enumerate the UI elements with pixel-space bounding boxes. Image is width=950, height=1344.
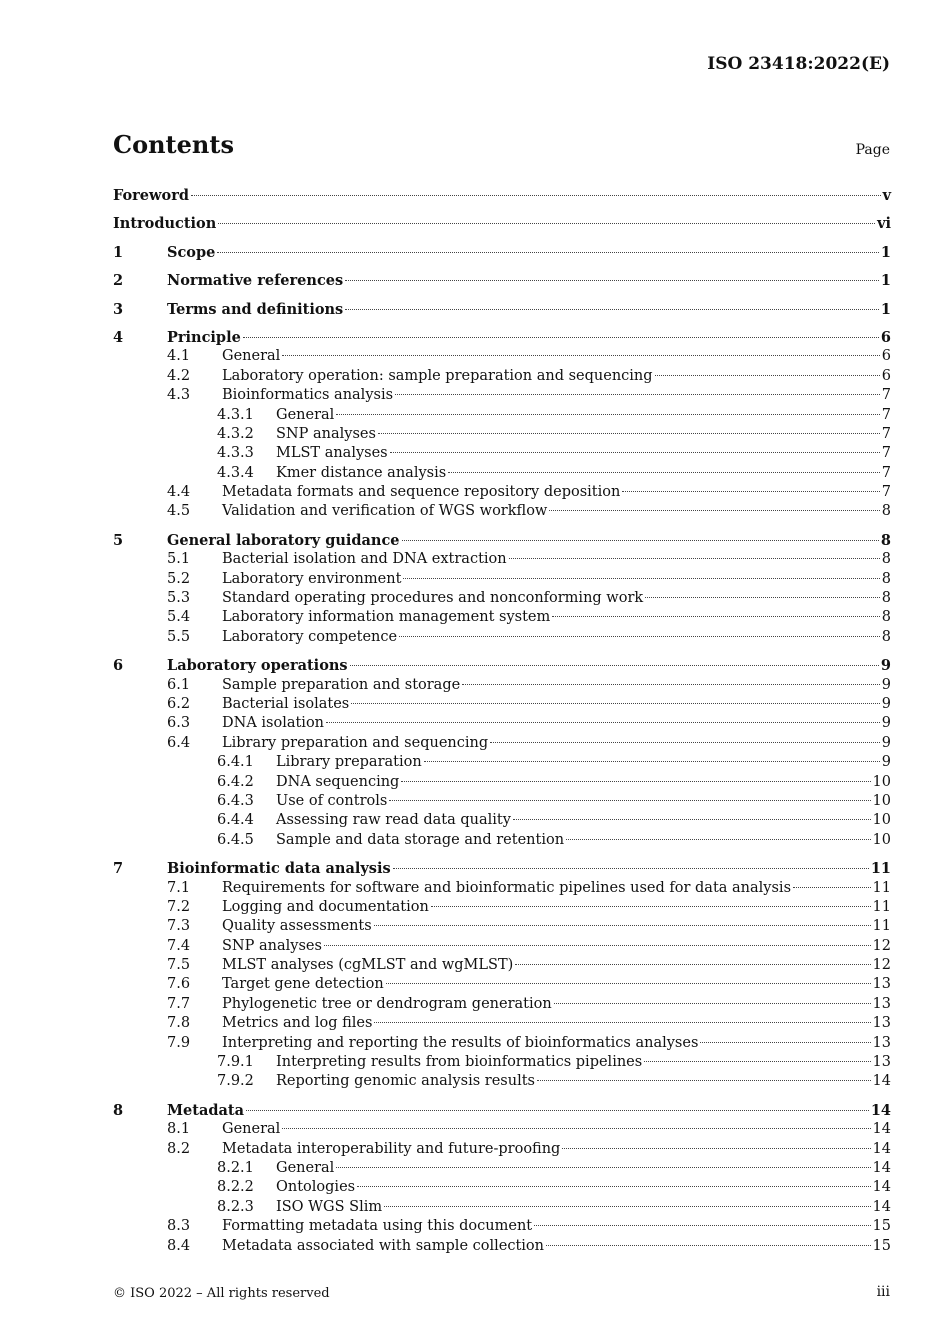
toc-entry-title: Formatting metadata using this document <box>222 1218 533 1235</box>
toc-entry-page: 8 <box>881 609 891 626</box>
toc-leader-dots <box>386 983 871 984</box>
toc-entry-title: General <box>276 406 335 423</box>
toc-entry-title: General <box>222 348 281 365</box>
toc-entry-number: 7.5 <box>167 957 191 974</box>
toc-entry[interactable] <box>113 406 891 425</box>
toc-entry[interactable] <box>113 502 891 521</box>
toc-entry-title: Introduction <box>113 215 217 233</box>
toc-entry-number: 1 <box>113 243 124 261</box>
toc-entry-page: 1 <box>880 272 891 290</box>
toc-entry-number: 6 <box>113 657 124 675</box>
toc-entry-title: Bacterial isolates <box>222 695 350 712</box>
toc-entry-number: 4.3.3 <box>217 445 254 462</box>
toc-entry-page: 13 <box>872 1054 891 1071</box>
toc-entry[interactable] <box>113 676 891 695</box>
toc-entry-page: 9 <box>881 754 891 771</box>
toc-entry-number: 7.4 <box>167 937 191 954</box>
toc-entry-title: Normative references <box>167 272 344 290</box>
toc-entry-number: 4.3.1 <box>217 406 254 423</box>
toc-entry-page: 8 <box>880 531 891 549</box>
toc-entry-title: ISO WGS Slim <box>276 1198 383 1215</box>
toc-entry-title: Metadata <box>167 1101 244 1119</box>
toc-entry[interactable] <box>113 859 891 878</box>
toc-leader-dots <box>243 337 879 338</box>
toc-entry[interactable] <box>113 483 891 502</box>
toc-leader-dots <box>644 1061 870 1062</box>
toc-leader-dots <box>218 223 875 224</box>
toc-entry[interactable] <box>113 186 891 205</box>
toc-entry-number: 6.3 <box>167 715 191 732</box>
toc-entry-page: 9 <box>880 657 891 675</box>
toc-entry-number: 8.1 <box>167 1121 191 1138</box>
toc-entry[interactable] <box>113 425 891 444</box>
toc-entry-page: 11 <box>872 918 891 935</box>
toc-leader-dots <box>395 394 880 395</box>
toc-entry[interactable] <box>113 734 891 753</box>
toc-entry[interactable] <box>113 773 891 792</box>
toc-entry-number: 4 <box>113 328 124 346</box>
toc-entry-title: Sample and data storage and retention <box>276 831 565 848</box>
toc-entry-page: 11 <box>872 879 891 896</box>
toc-entry-title: Standard operating procedures and nonconforming work <box>222 590 644 607</box>
toc-entry-number: 7 <box>113 860 124 878</box>
toc-entry-page: 1 <box>880 243 891 261</box>
toc-leader-dots <box>282 1128 870 1129</box>
toc-leader-dots <box>431 906 871 907</box>
toc-entry[interactable] <box>113 917 891 936</box>
toc-entry-title: Requirements for software and bioinformatic pipelines used for data analysis <box>222 879 792 896</box>
toc-entry-page: 11 <box>872 898 891 915</box>
toc-entry-number: 7.3 <box>167 918 191 935</box>
toc-entry-page: 14 <box>872 1140 891 1157</box>
toc-entry-page: 14 <box>872 1159 891 1176</box>
document-id: ISO 23418:2022(E) <box>707 54 890 74</box>
toc-entry-page: 8 <box>881 503 891 520</box>
toc-leader-dots <box>562 1148 870 1149</box>
page-column-label: Page <box>855 142 890 158</box>
toc-entry[interactable] <box>113 792 891 811</box>
toc-entry-number: 6.4.5 <box>217 831 254 848</box>
toc-entry-number: 7.8 <box>167 1015 191 1032</box>
toc-entry-title: Laboratory information management system <box>222 609 551 626</box>
toc-entry-title: Terms and definitions <box>167 300 344 318</box>
toc-entry-page: 15 <box>872 1237 891 1254</box>
toc-entry-number: 7.7 <box>167 995 191 1012</box>
toc-entry[interactable] <box>113 367 891 386</box>
toc-entry-title: General <box>222 1121 281 1138</box>
toc-entry-title: Validation and verification of WGS workflow <box>222 503 548 520</box>
toc-entry-page: 7 <box>881 445 891 462</box>
toc-entry-number: 6.4.2 <box>217 773 254 790</box>
toc-entry-number: 6.4 <box>167 734 191 751</box>
toc-entry-title: DNA sequencing <box>276 773 400 790</box>
toc-entry-page: 10 <box>872 831 891 848</box>
toc-entry[interactable] <box>113 1217 891 1236</box>
toc-leader-dots <box>534 1225 870 1226</box>
toc-entry[interactable] <box>113 995 891 1014</box>
toc-entry-page: 7 <box>881 484 891 501</box>
toc-entry[interactable] <box>113 550 891 569</box>
toc-entry[interactable] <box>113 300 891 319</box>
toc-entry[interactable] <box>113 271 891 290</box>
toc-entry-number: 4.4 <box>167 484 191 501</box>
toc-entry-title: Phylogenetic tree or dendrogram generation <box>222 995 552 1012</box>
toc-leader-dots <box>326 722 880 723</box>
toc-entry-page: 14 <box>872 1073 891 1090</box>
toc-entry-number: 7.9.1 <box>217 1054 254 1071</box>
toc-leader-dots <box>336 1167 870 1168</box>
toc-entry-title: Bioinformatic data analysis <box>167 860 391 878</box>
toc-entry-page: 14 <box>872 1198 891 1215</box>
toc-entry-number: 4.3 <box>167 387 191 404</box>
toc-entry-title: Scope <box>167 243 216 261</box>
toc-entry[interactable] <box>113 347 891 366</box>
toc-entry-page: 7 <box>881 387 891 404</box>
toc-entry-title: Interpreting results from bioinformatics pipelines <box>276 1054 643 1071</box>
toc-entry-title: Target gene detection <box>222 976 384 993</box>
toc-entry[interactable] <box>113 1101 891 1120</box>
toc-entry-title: General <box>276 1159 335 1176</box>
toc-entry-number: 4.1 <box>167 348 191 365</box>
footer-page-number: iii <box>876 1284 890 1300</box>
toc-entry-number: 6.4.3 <box>217 792 254 809</box>
toc-entry-title: Quality assessments <box>222 918 372 935</box>
toc-entry[interactable] <box>113 1198 891 1217</box>
toc-entry-title: Bioinformatics analysis <box>222 387 394 404</box>
toc-entry-page: 10 <box>872 792 891 809</box>
toc-entry-page: 15 <box>872 1218 891 1235</box>
toc-leader-dots <box>537 1080 871 1081</box>
page-title: Contents <box>113 130 234 159</box>
toc-entry-number: 4.5 <box>167 503 191 520</box>
toc-leader-dots <box>393 868 869 869</box>
toc-entry-number: 6.4.4 <box>217 812 254 829</box>
toc-leader-dots <box>700 1042 870 1043</box>
toc-leader-dots <box>566 839 871 840</box>
toc-entry[interactable] <box>113 1159 891 1178</box>
toc-leader-dots <box>403 578 879 579</box>
toc-entry[interactable] <box>113 1140 891 1159</box>
toc-entry-title: Kmer distance analysis <box>276 464 447 481</box>
toc-entry[interactable] <box>113 975 891 994</box>
toc-entry-page: 13 <box>872 1015 891 1032</box>
toc-entry-page: 14 <box>870 1101 891 1119</box>
toc-leader-dots <box>374 925 871 926</box>
toc-leader-dots <box>622 491 879 492</box>
toc-leader-dots <box>374 1022 870 1023</box>
toc-leader-dots <box>282 355 879 356</box>
toc-entry[interactable] <box>113 1237 891 1256</box>
toc-entry-number: 4.3.4 <box>217 464 254 481</box>
toc-entry-page: 7 <box>881 464 891 481</box>
toc-entry-number: 5.3 <box>167 590 191 607</box>
toc-leader-dots <box>655 375 880 376</box>
toc-entry-title: Sample preparation and storage <box>222 676 461 693</box>
toc-entry[interactable] <box>113 464 891 483</box>
toc-entry-page: 6 <box>881 348 891 365</box>
toc-entry[interactable] <box>113 695 891 714</box>
toc-entry-number: 5.5 <box>167 628 191 645</box>
toc-leader-dots <box>509 558 880 559</box>
toc-entry-title: Metadata associated with sample collection <box>222 1237 544 1254</box>
toc-entry[interactable] <box>113 608 891 627</box>
toc-entry-page: 9 <box>881 695 891 712</box>
toc-entry-title: SNP analyses <box>276 425 376 442</box>
toc-entry-title: Bacterial isolation and DNA extraction <box>222 551 507 568</box>
toc-entry[interactable] <box>113 714 891 733</box>
toc-entry[interactable] <box>113 1014 891 1033</box>
toc-leader-dots <box>390 452 880 453</box>
table-of-contents <box>113 186 891 1256</box>
toc-entry-number: 6.2 <box>167 695 191 712</box>
toc-entry-title: Laboratory operation: sample preparation and sequencing <box>222 367 653 384</box>
toc-entry[interactable] <box>113 589 891 608</box>
toc-entry-number: 8.4 <box>167 1237 191 1254</box>
toc-entry-title: Metrics and log files <box>222 1015 373 1032</box>
toc-entry-title: Laboratory environment <box>222 570 402 587</box>
toc-entry-number: 6.4.1 <box>217 754 254 771</box>
toc-entry[interactable] <box>113 214 891 233</box>
toc-leader-dots <box>554 1003 871 1004</box>
toc-entry[interactable] <box>113 898 891 917</box>
toc-entry-page: 1 <box>880 300 891 318</box>
toc-leader-dots <box>645 597 880 598</box>
toc-entry-page: 7 <box>881 425 891 442</box>
toc-entry-page: 14 <box>872 1179 891 1196</box>
toc-leader-dots <box>384 1206 870 1207</box>
toc-leader-dots <box>552 616 879 617</box>
toc-entry-page: 13 <box>872 995 891 1012</box>
toc-leader-dots <box>345 309 879 310</box>
toc-leader-dots <box>462 684 880 685</box>
toc-entry-number: 5.2 <box>167 570 191 587</box>
toc-leader-dots <box>191 195 881 196</box>
toc-entry-title: Foreword <box>113 187 189 204</box>
toc-entry-title: General laboratory guidance <box>167 531 400 549</box>
toc-leader-dots <box>336 414 879 415</box>
toc-entry-title: Principle <box>167 328 241 346</box>
toc-leader-dots <box>793 887 871 888</box>
toc-entry-page: 10 <box>872 812 891 829</box>
toc-leader-dots <box>357 1186 870 1187</box>
toc-entry-number: 3 <box>113 300 124 318</box>
toc-leader-dots <box>324 945 871 946</box>
toc-entry[interactable] <box>113 1034 891 1053</box>
toc-entry-page: 8 <box>881 570 891 587</box>
toc-entry-page: 6 <box>880 328 891 346</box>
toc-leader-dots <box>515 964 870 965</box>
toc-entry-number: 7.9.2 <box>217 1073 254 1090</box>
toc-entry[interactable] <box>113 328 891 347</box>
toc-entry-title: Assessing raw read data quality <box>276 812 511 829</box>
toc-entry-number: 2 <box>113 272 124 290</box>
toc-entry-title: Ontologies <box>276 1179 356 1196</box>
toc-leader-dots <box>402 540 879 541</box>
toc-entry-number: 8.2 <box>167 1140 191 1157</box>
toc-entry-title: Logging and documentation <box>222 898 429 915</box>
toc-entry-title: Interpreting and reporting the results of bioinformatics analyses <box>222 1034 699 1051</box>
toc-entry-page: 10 <box>872 773 891 790</box>
toc-entry-title: Metadata formats and sequence repository deposition <box>222 484 621 501</box>
toc-entry-title: Laboratory competence <box>222 628 398 645</box>
toc-entry-title: SNP analyses <box>222 937 322 954</box>
toc-entry-page: 6 <box>881 367 891 384</box>
toc-entry-page: 9 <box>881 715 891 732</box>
toc-entry-page: 12 <box>872 957 891 974</box>
toc-leader-dots <box>378 433 880 434</box>
toc-entry-number: 5.1 <box>167 551 191 568</box>
toc-entry-number: 6.1 <box>167 676 191 693</box>
toc-leader-dots <box>448 472 880 473</box>
toc-entry-number: 8.2.1 <box>217 1159 254 1176</box>
toc-entry[interactable] <box>113 1178 891 1197</box>
toc-entry-page: 7 <box>881 406 891 423</box>
toc-entry-number: 5 <box>113 531 124 549</box>
toc-leader-dots <box>424 761 880 762</box>
toc-entry[interactable] <box>113 531 891 550</box>
toc-entry[interactable] <box>113 570 891 589</box>
toc-leader-dots <box>401 781 870 782</box>
toc-entry-number: 7.9 <box>167 1034 191 1051</box>
toc-entry[interactable] <box>113 1072 891 1091</box>
toc-entry-page: 8 <box>881 628 891 645</box>
toc-entry[interactable] <box>113 628 891 647</box>
toc-entry-page: 13 <box>872 976 891 993</box>
toc-entry[interactable] <box>113 243 891 262</box>
toc-entry-number: 7.6 <box>167 976 191 993</box>
toc-entry-title: Laboratory operations <box>167 657 348 675</box>
toc-entry-page: 12 <box>872 937 891 954</box>
toc-leader-dots <box>389 800 870 801</box>
toc-entry-number: 8.3 <box>167 1218 191 1235</box>
toc-entry-number: 5.4 <box>167 609 191 626</box>
toc-entry[interactable] <box>113 386 891 405</box>
toc-entry[interactable] <box>113 444 891 463</box>
toc-entry[interactable] <box>113 879 891 898</box>
toc-entry-title: MLST analyses <box>276 445 388 462</box>
toc-entry-page: 9 <box>881 734 891 751</box>
toc-entry-number: 8.2.3 <box>217 1198 254 1215</box>
toc-entry[interactable] <box>113 753 891 772</box>
toc-entry-page: 13 <box>872 1034 891 1051</box>
toc-entry-title: MLST analyses (cgMLST and wgMLST) <box>222 957 514 974</box>
toc-entry-title: Library preparation and sequencing <box>222 734 489 751</box>
toc-leader-dots <box>546 1245 871 1246</box>
toc-entry-number: 7.1 <box>167 879 191 896</box>
toc-entry[interactable] <box>113 937 891 956</box>
copyright-notice: © ISO 2022 – All rights reserved <box>113 1286 330 1301</box>
toc-leader-dots <box>345 280 879 281</box>
toc-leader-dots <box>490 742 880 743</box>
toc-entry-number: 8.2.2 <box>217 1179 254 1196</box>
toc-entry[interactable] <box>113 956 891 975</box>
toc-entry-title: Use of controls <box>276 792 388 809</box>
toc-leader-dots <box>246 1110 869 1111</box>
toc-entry[interactable] <box>113 1053 891 1072</box>
toc-entry-page: 8 <box>881 551 891 568</box>
toc-entry-number: 4.3.2 <box>217 425 254 442</box>
toc-entry-title: Metadata interoperability and future-proofing <box>222 1140 561 1157</box>
toc-entry-title: Library preparation <box>276 754 422 771</box>
toc-entry-title: Reporting genomic analysis results <box>276 1073 535 1090</box>
toc-leader-dots <box>350 665 879 666</box>
toc-entry-page: v <box>882 187 891 204</box>
toc-entry-page: vi <box>877 215 891 233</box>
toc-entry-page: 14 <box>872 1121 891 1138</box>
toc-entry-page: 8 <box>881 590 891 607</box>
toc-entry-number: 4.2 <box>167 367 191 384</box>
toc-entry-title: DNA isolation <box>222 715 325 732</box>
toc-entry[interactable] <box>113 1120 891 1139</box>
toc-leader-dots <box>351 703 880 704</box>
toc-leader-dots <box>217 252 879 253</box>
toc-leader-dots <box>513 819 871 820</box>
toc-entry-number: 8 <box>113 1101 124 1119</box>
toc-entry[interactable] <box>113 831 891 850</box>
toc-entry-page: 9 <box>881 676 891 693</box>
toc-entry-number: 7.2 <box>167 898 191 915</box>
toc-entry[interactable] <box>113 656 891 675</box>
toc-leader-dots <box>549 510 879 511</box>
toc-entry[interactable] <box>113 811 891 830</box>
toc-entry-page: 11 <box>870 860 891 878</box>
toc-leader-dots <box>399 636 880 637</box>
